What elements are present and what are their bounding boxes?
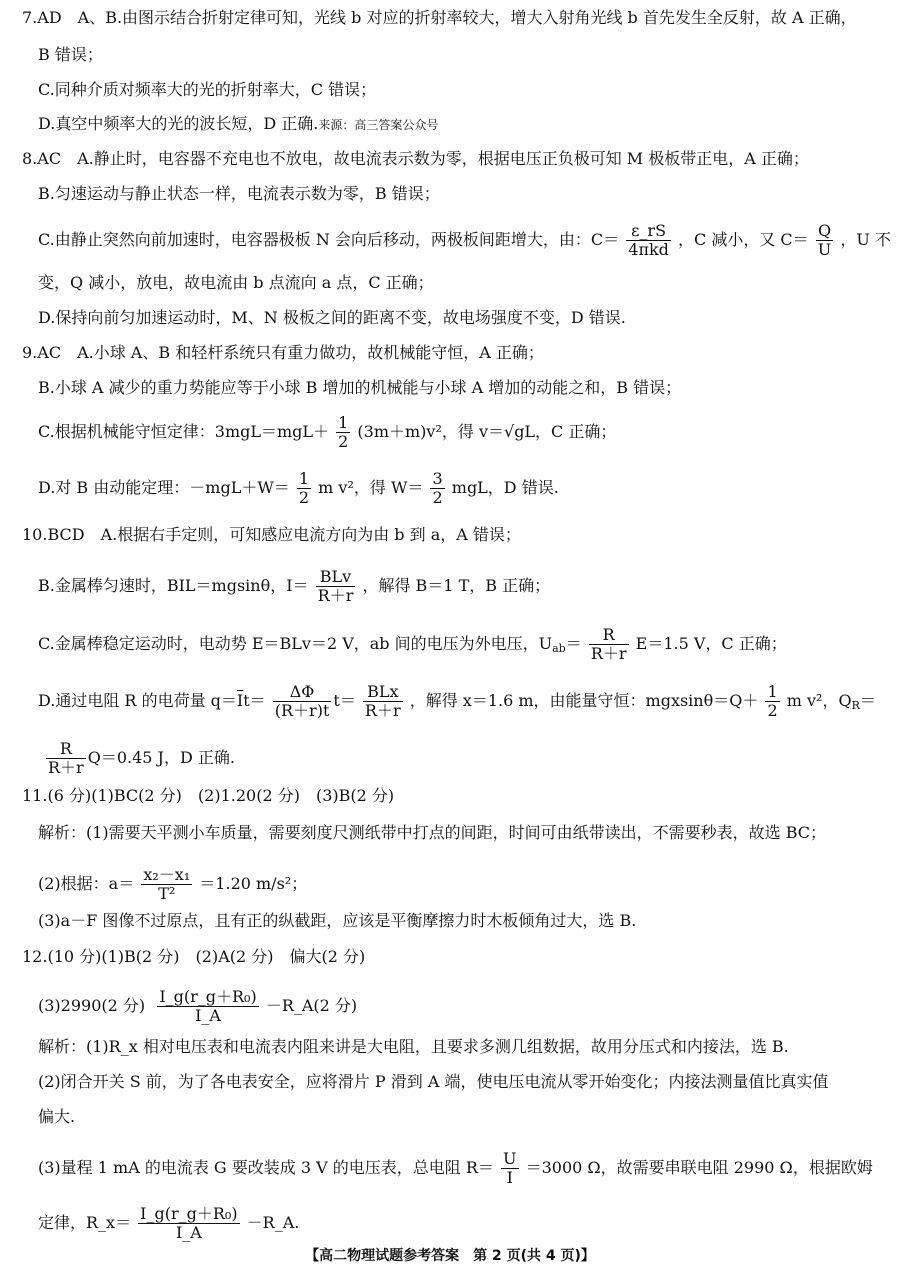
current-fraction: [316, 568, 356, 605]
q12-text7a: 定律，R_x＝: [38, 1213, 132, 1232]
q12-line3: [0, 1037, 900, 1057]
q10-line4: [0, 683, 900, 720]
q-over-u-fraction: [816, 222, 833, 259]
frac-den: R＋r: [590, 644, 627, 663]
q8-text5: D.保持向前匀加速运动时，M、N 极板之间的距离不变，故电场强度不变，D 错误.: [38, 308, 626, 327]
q10-text3b: ＝: [565, 634, 582, 653]
half-fraction: [336, 414, 350, 451]
q9-text3a: C.根据机械能守恒定律：3mgL＝mgL＋: [38, 422, 330, 441]
q7-line1: [0, 8, 900, 28]
q10-text4c: t＝: [333, 691, 356, 710]
q10-line1: [0, 525, 900, 545]
frac-num: x₂－x₁: [143, 865, 191, 884]
q10-line5: [0, 740, 900, 777]
q12-text1: 12.(10 分)(1)B(2 分) (2)A(2 分) 偏大(2 分): [22, 947, 366, 966]
q8-text3b: ，C 减小，又 C＝: [678, 230, 809, 249]
q9-text2: B.小球 A 减少的重力势能应等于小球 B 增加的机械能与小球 A 增加的动能之和，B 错误；: [38, 378, 682, 397]
q10-text4b: t＝: [243, 691, 266, 710]
q7-text1: 7.AD A、B.由图示结合折射定律可知，光线 b 对应的折射率较大，增大入射角光线 b 首先发生全反射，故 A 正确，: [22, 8, 857, 27]
q9-line1: [0, 343, 900, 363]
frac-den: I_A: [175, 1223, 202, 1242]
q7-line2: [0, 45, 900, 65]
q10-text2b: ，解得 B＝1 T，B 正确；: [362, 576, 551, 595]
frac-num: 3: [432, 469, 443, 488]
frac-den: 4πkd: [628, 240, 669, 259]
q7-line4: [0, 114, 900, 135]
q12-line4: [0, 1072, 900, 1092]
q12-line2: [0, 988, 900, 1025]
q12-line5: [0, 1107, 900, 1127]
q10-text2a: B.金属棒匀速时，BIL＝mgsinθ，I＝: [38, 576, 309, 595]
q10-text3c: E＝1.5 V，C 正确；: [635, 634, 787, 653]
q9-line2: [0, 378, 900, 398]
q10-line2: [0, 568, 900, 605]
q8-line5: [0, 308, 900, 328]
q11-text3b: ＝1.20 m/s²；: [199, 874, 308, 893]
rx-fraction: [138, 1205, 239, 1242]
frac-num: R: [46, 740, 86, 759]
flux-fraction: [273, 683, 332, 720]
q11-line3: [0, 866, 900, 903]
frac-den: T²: [158, 884, 176, 903]
q10-text1: 10.BCD A.根据右手定则，可知感应电流方向为由 b 到 a，A 错误；: [22, 525, 521, 544]
frac-den: 2: [767, 701, 778, 720]
frac-den: U: [817, 240, 832, 259]
frac-num: 1: [298, 469, 310, 488]
q12-text6b: ＝3000 Ω，故需要串联电阻 2990 Ω，根据欧姆: [525, 1158, 873, 1177]
frac-num: Q: [816, 222, 833, 241]
half-fraction: [297, 470, 311, 507]
subscript: R: [851, 699, 860, 712]
frac-num: BLv: [316, 568, 356, 587]
q7-text4: D.真空中频率大的光的波长短，D 正确.: [38, 114, 319, 133]
q9-text4b: m v²，得 W＝: [318, 478, 424, 497]
q8-line2: [0, 184, 900, 204]
q10-text4a: D.通过电阻 R 的电荷量 q＝: [38, 691, 237, 710]
frac-num: ΔΦ: [273, 683, 332, 702]
q12-text2b: －R_A(2 分): [265, 996, 358, 1015]
q8-text3c: ，U 不: [840, 230, 891, 249]
q12-line6: [0, 1150, 900, 1187]
q11-text3a: (2)根据：a＝: [38, 874, 135, 893]
frac-den: R＋r: [48, 758, 84, 777]
q7-line3: [0, 80, 900, 100]
q8-text4: 变，Q 减小，放电，故电流由 b 点流向 a 点，C 正确；: [38, 273, 434, 292]
q12-text2a: (3)2990(2 分): [38, 996, 146, 1015]
q11-line1: [0, 786, 900, 806]
q7-text2: B 错误；: [38, 45, 103, 64]
q11-text1: 11.(6 分)(1)BC(2 分) (2)1.20(2 分) (3)B(2 分): [22, 786, 395, 805]
q8-text2: B.匀速运动与静止状态一样，电流表示数为零，B 错误；: [38, 184, 440, 203]
q12-text3: 解析：(1)R_x 相对电压表和电流表内阻来讲是大电阻，且要求多测几组数据，故用分压式和内接法，选 B.: [38, 1037, 789, 1056]
q12-line7: [0, 1205, 900, 1242]
q12-text7b: －R_A.: [246, 1213, 300, 1232]
q8-text3a: C.由静止突然向前加速时，电容器极板 N 会向后移动，两极板间距增大，由：C＝: [38, 230, 620, 249]
q9-line3: [0, 414, 900, 451]
q9-text1: 9.AC A.小球 A、B 和轻杆系统只有重力做功，故机械能守恒，A 正确；: [22, 343, 544, 362]
q9-text3b: (3m＋m)v²，得 v＝√gL，C 正确；: [357, 422, 617, 441]
average-current: $\overline{I}$: [236, 691, 244, 710]
voltage-divider-fraction: [589, 626, 629, 663]
frac-den: 2: [298, 488, 310, 507]
frac-den: 2: [432, 488, 443, 507]
acceleration-fraction: [141, 866, 192, 903]
q7-text3: C.同种介质对频率大的光的折射率大，C 错误；: [38, 80, 377, 99]
three-halves-fraction: [430, 470, 444, 507]
frac-den: (R＋r)t: [274, 701, 330, 720]
page-footer: 【高二物理试题参考答案 第 2 页(共 4 页)】: [305, 1248, 595, 1264]
q10-text4f: ＝: [859, 691, 876, 710]
q8-line1: [0, 149, 900, 169]
q8-line4: [0, 273, 900, 293]
frac-num: U: [503, 1149, 517, 1168]
frac-num: R: [589, 626, 629, 645]
q12-text6a: (3)量程 1 mA 的电流表 G 要改装成 3 V 的电压表，总电阻 R＝: [38, 1158, 494, 1177]
q9-text4a: D.对 B 由动能定理：－mgL＋W＝: [38, 478, 290, 497]
capacitance-formula-fraction: [626, 222, 671, 259]
blx-fraction: [363, 683, 403, 720]
frac-num: I_g(r_g＋R₀): [159, 987, 257, 1006]
q10-text5: Q＝0.45 J，D 正确.: [87, 748, 235, 767]
q8-line3: [0, 222, 900, 259]
q12-text4: (2)闭合开关 S 前，为了各电表安全，应将滑片 P 滑到 A 端，使电压电流从零开始变化；内接法测量值比真实值: [38, 1072, 829, 1091]
rx-fraction: [157, 988, 258, 1025]
frac-den: 2: [338, 432, 349, 451]
q12-text5: 偏大.: [38, 1107, 76, 1126]
q9-text4c: mgL，D 错误.: [451, 478, 559, 497]
q9-line4: [0, 470, 900, 507]
frac-num: I_g(r_g＋R₀): [140, 1204, 238, 1223]
q11-line4: [0, 911, 900, 931]
q8-text1: 8.AC A.静止时，电容器不充电也不放电，故电流表示数为零，根据电压正负极可知 M 极板带正电，A 正确；: [22, 149, 809, 168]
frac-num: ε_rS: [626, 222, 671, 241]
q10-text4d: ，解得 x＝1.6 m，由能量守恒：mgxsinθ＝Q＋: [409, 691, 759, 710]
q11-text4: (3)a－F 图像不过原点，且有正的纵截距，应该是平衡摩擦力时木板倾角过大，选 B.: [38, 911, 637, 930]
q10-text4e: m v²，Q: [786, 691, 852, 710]
frac-den: R＋r: [364, 701, 401, 720]
source-note: 来源：高三答案公众号: [318, 118, 439, 132]
half-fraction: [765, 683, 779, 720]
q12-line1: [0, 947, 900, 967]
frac-num: 1: [767, 682, 778, 701]
subscript: ab: [552, 642, 566, 655]
q10-line3: [0, 626, 900, 663]
q11-line2: [0, 823, 900, 843]
heat-fraction: [46, 740, 86, 777]
frac-num: BLx: [363, 683, 403, 702]
frac-den: I_A: [195, 1006, 221, 1025]
q10-text3a: C.金属棒稳定运动时，电动势 E＝BLv＝2 V，ab 间的电压为外电压，U: [38, 634, 553, 653]
frac-den: I: [506, 1168, 513, 1187]
q11-text2: 解析：(1)需要天平测小车质量，需要刻度尺测纸带中打点的间距，时间可由纸带读出，不需要秒表，故选 BC；: [38, 823, 827, 842]
u-over-i-fraction: [501, 1150, 518, 1187]
frac-den: R＋r: [317, 586, 354, 605]
frac-num: 1: [338, 413, 349, 432]
